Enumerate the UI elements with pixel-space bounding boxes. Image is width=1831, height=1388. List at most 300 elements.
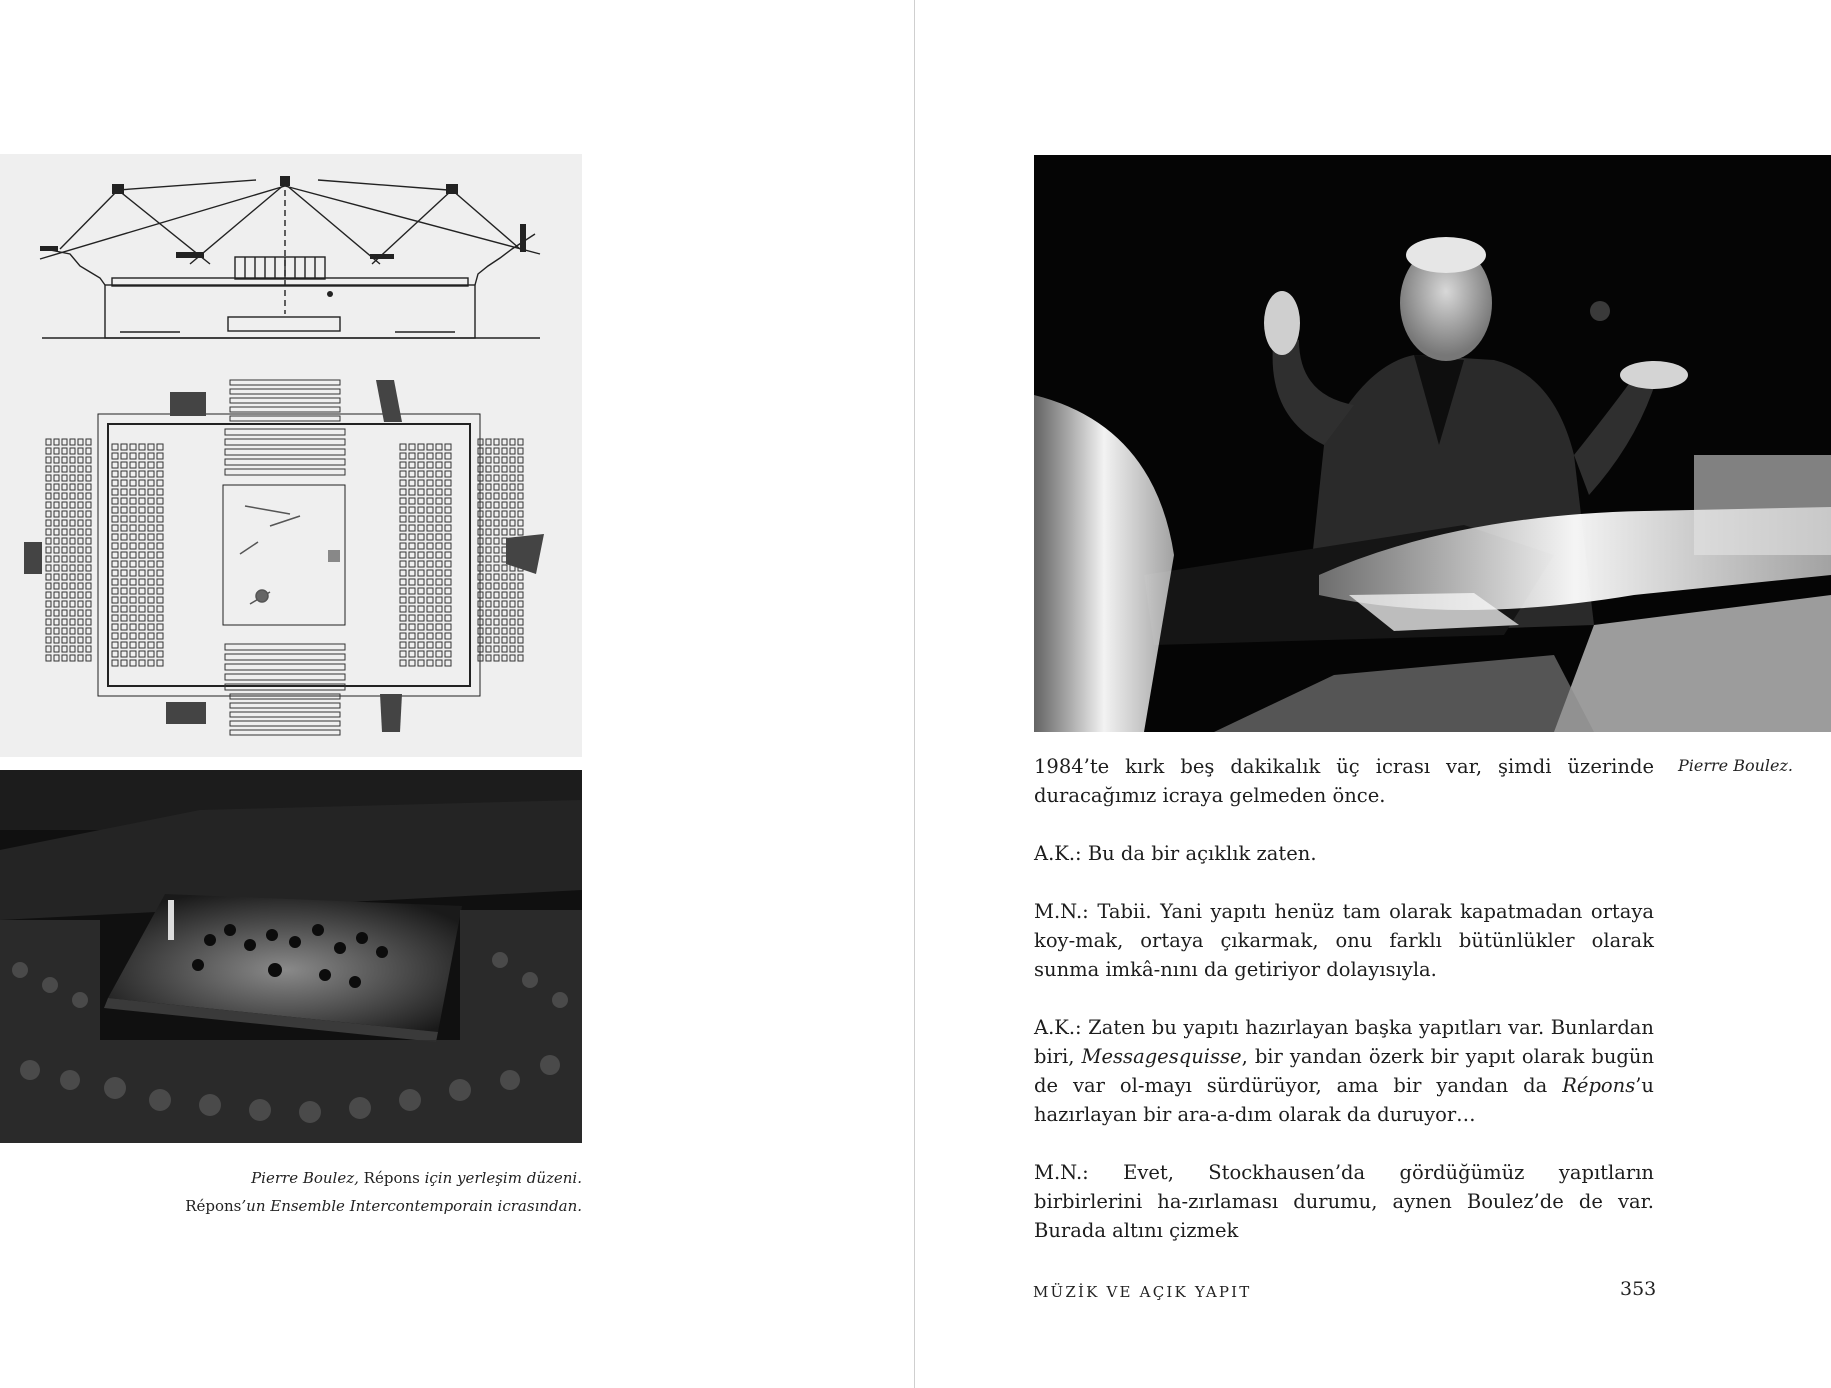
seat — [70, 529, 75, 535]
seat — [225, 664, 345, 670]
seat — [427, 543, 433, 549]
seat — [518, 655, 523, 661]
seat — [418, 552, 424, 558]
seat — [86, 601, 91, 607]
seat — [130, 588, 136, 594]
ensemble-concert-photo — [0, 770, 582, 1143]
seat — [139, 498, 145, 504]
seat — [70, 646, 75, 652]
seat — [148, 561, 154, 567]
seat — [70, 502, 75, 508]
seat — [78, 529, 83, 535]
seat — [46, 574, 51, 580]
seat — [409, 507, 415, 513]
seat — [400, 498, 406, 504]
seat — [70, 457, 75, 463]
seat — [400, 651, 406, 657]
seat — [62, 511, 67, 517]
seat — [427, 444, 433, 450]
seat — [400, 660, 406, 666]
seat — [510, 619, 515, 625]
running-head: MÜZİK VE AÇIK YAPIT — [1033, 1283, 1252, 1301]
seat — [46, 592, 51, 598]
seat — [148, 642, 154, 648]
seat — [139, 534, 145, 540]
seat — [46, 601, 51, 607]
seat — [46, 475, 51, 481]
seat — [139, 462, 145, 468]
seat — [409, 624, 415, 630]
seat — [139, 660, 145, 666]
seat — [112, 543, 118, 549]
seat — [78, 466, 83, 472]
seat — [112, 579, 118, 585]
seat — [518, 502, 523, 508]
seat — [486, 547, 491, 553]
seat — [518, 484, 523, 490]
seat — [54, 466, 59, 472]
seat — [445, 462, 451, 468]
seat — [148, 552, 154, 558]
seat — [130, 471, 136, 477]
seat — [54, 601, 59, 607]
seat — [86, 484, 91, 490]
seat — [112, 633, 118, 639]
seat — [112, 570, 118, 576]
seat — [427, 561, 433, 567]
seat — [157, 462, 163, 468]
seat — [112, 480, 118, 486]
seat — [70, 538, 75, 544]
seat — [86, 511, 91, 517]
seat — [78, 646, 83, 652]
seat — [62, 637, 67, 643]
seat — [86, 520, 91, 526]
seat — [139, 552, 145, 558]
seat — [445, 516, 451, 522]
seat — [486, 583, 491, 589]
seat — [518, 592, 523, 598]
seat — [54, 484, 59, 490]
seat — [494, 538, 499, 544]
seat — [62, 592, 67, 598]
seat — [494, 457, 499, 463]
seat — [70, 628, 75, 634]
seat — [139, 597, 145, 603]
seat — [46, 466, 51, 472]
seat — [445, 633, 451, 639]
seat — [445, 444, 451, 450]
seat — [427, 570, 433, 576]
seat — [139, 570, 145, 576]
seat — [70, 601, 75, 607]
seat — [46, 646, 51, 652]
seat — [157, 516, 163, 522]
seat — [121, 624, 127, 630]
seat — [409, 579, 415, 585]
seat — [148, 606, 154, 612]
seat — [86, 583, 91, 589]
seat — [112, 642, 118, 648]
seat — [121, 561, 127, 567]
seat — [148, 633, 154, 639]
seat — [148, 534, 154, 540]
seat — [400, 489, 406, 495]
seat — [78, 547, 83, 553]
seat — [78, 655, 83, 661]
seat — [46, 565, 51, 571]
seat — [46, 448, 51, 454]
seat — [78, 493, 83, 499]
seat — [486, 601, 491, 607]
seat — [486, 439, 491, 445]
seat — [78, 538, 83, 544]
seat — [494, 565, 499, 571]
seat — [86, 574, 91, 580]
seat — [436, 570, 442, 576]
seat — [86, 538, 91, 544]
seat — [445, 561, 451, 567]
seat — [409, 543, 415, 549]
seat — [409, 471, 415, 477]
seat — [494, 655, 499, 661]
seat — [139, 480, 145, 486]
seat — [518, 610, 523, 616]
seat — [157, 642, 163, 648]
seat — [436, 516, 442, 522]
seat — [427, 660, 433, 666]
seat — [62, 583, 67, 589]
seat — [130, 579, 136, 585]
seat — [445, 588, 451, 594]
seat — [409, 660, 415, 666]
seat — [112, 597, 118, 603]
seat — [157, 489, 163, 495]
seat — [445, 498, 451, 504]
seat — [54, 574, 59, 580]
seat — [494, 592, 499, 598]
paragraph: A.K.: Zaten bu yapıtı hazırlayan başka yapıtları var. Bunlardan biri, Messagesquisse, bir yandan özerk bir yapıt olarak bugün de var ol-mayı sürdürüyor, ama bir yandan da Répons’u hazırlayan bir ara-a-dım olarak da duruyor… — [1034, 1016, 1654, 1126]
seat — [436, 462, 442, 468]
seat — [148, 543, 154, 549]
seat — [112, 534, 118, 540]
seat — [502, 619, 507, 625]
seat — [112, 462, 118, 468]
seat — [502, 511, 507, 517]
seat — [130, 534, 136, 540]
seat — [225, 674, 345, 680]
seat — [54, 610, 59, 616]
seat — [518, 475, 523, 481]
seat — [62, 439, 67, 445]
seat — [510, 493, 515, 499]
seat — [70, 439, 75, 445]
seat — [112, 471, 118, 477]
seat — [54, 457, 59, 463]
seat — [418, 633, 424, 639]
seat — [157, 480, 163, 486]
seat — [139, 579, 145, 585]
seat — [518, 619, 523, 625]
seat — [230, 703, 340, 708]
seat — [46, 655, 51, 661]
seat — [139, 633, 145, 639]
seat — [486, 610, 491, 616]
seat — [157, 606, 163, 612]
seat — [62, 448, 67, 454]
seat — [518, 529, 523, 535]
seat — [121, 660, 127, 666]
seat — [436, 525, 442, 531]
seat — [445, 570, 451, 576]
seat — [70, 484, 75, 490]
seat — [46, 628, 51, 634]
seat — [86, 493, 91, 499]
seat — [445, 453, 451, 459]
seat — [70, 637, 75, 643]
seat — [130, 507, 136, 513]
seat — [502, 574, 507, 580]
seat — [130, 516, 136, 522]
seat — [121, 534, 127, 540]
seat — [139, 516, 145, 522]
seat — [78, 520, 83, 526]
seat — [494, 574, 499, 580]
seat — [230, 712, 340, 717]
seat — [86, 637, 91, 643]
seat — [86, 439, 91, 445]
seat — [510, 601, 515, 607]
seat — [418, 525, 424, 531]
seat — [121, 471, 127, 477]
seat — [427, 624, 433, 630]
seat — [46, 511, 51, 517]
seat — [54, 439, 59, 445]
seat — [112, 606, 118, 612]
seat — [54, 628, 59, 634]
seat — [54, 475, 59, 481]
seat — [445, 489, 451, 495]
seat — [70, 556, 75, 562]
seat — [400, 453, 406, 459]
seat — [418, 543, 424, 549]
seat — [502, 565, 507, 571]
seat — [148, 525, 154, 531]
seat — [62, 565, 67, 571]
seat — [436, 507, 442, 513]
seat — [225, 439, 345, 445]
seat — [418, 534, 424, 540]
seat — [230, 398, 340, 403]
seat — [130, 606, 136, 612]
seat — [427, 633, 433, 639]
seat — [445, 624, 451, 630]
seat — [62, 457, 67, 463]
seating-plan-diagram — [0, 154, 582, 757]
seat — [494, 448, 499, 454]
seat — [510, 628, 515, 634]
seat — [418, 462, 424, 468]
seat — [62, 547, 67, 553]
seat — [494, 556, 499, 562]
seat — [86, 628, 91, 634]
seat — [502, 439, 507, 445]
seat — [139, 624, 145, 630]
seat — [157, 597, 163, 603]
seat — [418, 660, 424, 666]
seat — [445, 480, 451, 486]
seat — [148, 480, 154, 486]
seat — [130, 561, 136, 567]
seat — [139, 561, 145, 567]
seat — [112, 525, 118, 531]
paragraph: M.N.: Tabii. Yani yapıtı henüz tam olarak kapatmadan ortaya koy-mak, ortaya çıkarmak, onu farklı bütünlükler olarak sunma imkâ-nını da getiriyor dolayısıyla. — [1034, 900, 1654, 981]
seat — [148, 489, 154, 495]
seat — [445, 597, 451, 603]
seat — [230, 407, 340, 412]
seat — [230, 721, 340, 726]
seat — [502, 646, 507, 652]
seat — [148, 597, 154, 603]
seat — [78, 619, 83, 625]
seat — [121, 552, 127, 558]
seat — [436, 633, 442, 639]
seat — [130, 624, 136, 630]
seat — [139, 651, 145, 657]
seat — [418, 642, 424, 648]
seat — [445, 471, 451, 477]
seat — [62, 628, 67, 634]
seat — [62, 484, 67, 490]
seat — [230, 380, 340, 385]
seat — [418, 606, 424, 612]
seat — [86, 565, 91, 571]
seat — [409, 489, 415, 495]
seat — [54, 529, 59, 535]
seat — [494, 637, 499, 643]
seat — [427, 651, 433, 657]
seat — [112, 516, 118, 522]
seat — [121, 525, 127, 531]
seat — [70, 655, 75, 661]
seat — [225, 469, 345, 475]
seat — [409, 498, 415, 504]
seat — [436, 534, 442, 540]
seat — [112, 498, 118, 504]
seat — [427, 453, 433, 459]
seat — [130, 570, 136, 576]
seat — [502, 592, 507, 598]
seat — [54, 493, 59, 499]
seat — [78, 556, 83, 562]
seat — [62, 646, 67, 652]
seat — [78, 574, 83, 580]
seat — [445, 660, 451, 666]
seat — [112, 552, 118, 558]
seat — [409, 606, 415, 612]
seat — [518, 493, 523, 499]
seat — [70, 448, 75, 454]
seat — [62, 538, 67, 544]
seat — [409, 525, 415, 531]
seat — [148, 471, 154, 477]
seat — [427, 579, 433, 585]
seat — [494, 502, 499, 508]
seat — [518, 583, 523, 589]
seat — [121, 480, 127, 486]
seat — [78, 511, 83, 517]
seat — [157, 615, 163, 621]
seat — [121, 489, 127, 495]
seat — [62, 619, 67, 625]
seat — [230, 730, 340, 735]
seat — [121, 615, 127, 621]
seat — [436, 453, 442, 459]
seat — [486, 574, 491, 580]
seat — [112, 588, 118, 594]
seat — [157, 498, 163, 504]
seat — [486, 565, 491, 571]
conductor-photo — [1034, 155, 1831, 732]
seat — [78, 475, 83, 481]
page-number: 353 — [1620, 1278, 1657, 1300]
seat — [502, 448, 507, 454]
seat — [148, 570, 154, 576]
seat — [418, 444, 424, 450]
seat — [418, 615, 424, 621]
caption-line-2: Répons’un Ensemble Intercontemporain icrasından. — [185, 1197, 582, 1215]
seat — [148, 498, 154, 504]
seat — [518, 457, 523, 463]
seat — [494, 583, 499, 589]
seat — [486, 646, 491, 652]
seat — [121, 453, 127, 459]
seat — [112, 453, 118, 459]
seat — [409, 597, 415, 603]
seat — [510, 511, 515, 517]
seat — [139, 507, 145, 513]
seat — [86, 475, 91, 481]
seat — [518, 439, 523, 445]
seat — [70, 466, 75, 472]
seat — [46, 583, 51, 589]
seat — [436, 615, 442, 621]
seat — [54, 556, 59, 562]
seat — [78, 565, 83, 571]
seat — [518, 574, 523, 580]
seat — [130, 543, 136, 549]
seat — [121, 444, 127, 450]
seat — [130, 525, 136, 531]
seat — [130, 462, 136, 468]
seat — [427, 471, 433, 477]
seat — [86, 556, 91, 562]
seat — [418, 588, 424, 594]
seat — [400, 606, 406, 612]
seat — [112, 660, 118, 666]
seat — [225, 429, 345, 435]
seat — [427, 606, 433, 612]
seat — [54, 565, 59, 571]
seat — [436, 498, 442, 504]
seat — [494, 493, 499, 499]
seat — [518, 448, 523, 454]
seat — [510, 583, 515, 589]
seat — [510, 637, 515, 643]
seat — [445, 615, 451, 621]
seat — [486, 466, 491, 472]
seat — [510, 520, 515, 526]
